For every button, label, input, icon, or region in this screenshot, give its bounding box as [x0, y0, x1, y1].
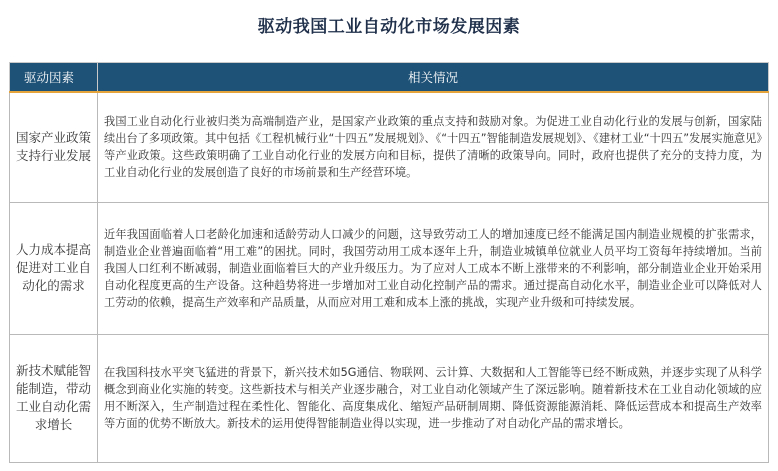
- table-row: [10, 92, 769, 202]
- header-factor: 驱动因素: [10, 63, 98, 93]
- description-cell: 在我国科技水平突飞猛进的背景下，新兴技术如5G通信、物联网、云计算、大数据和人工智能等已经不断成熟，并逐步实现了从科学概念到商业化实施的转变。这些新技术与相关产业逐步融合，对工业自动化领域产生了深远影响。随着新技术在工业自动化领域的应用不断深入，生产制造过程在柔性化、智能化、高度集成化、缩短产品研制周期、降低资源能源消耗、降低运营成本和提高生产效率等方面的优势不断放大。新技术的运用使得智能制造业得以实现，进一步推动了对自动化产品的需求增长。: [98, 334, 769, 462]
- page-title: 驱动我国工业自动化市场发展因素: [257, 17, 521, 37]
- factor-cell: 国家产业政策支持行业发展: [10, 92, 98, 202]
- description-cell: 我国工业自动化行业被归类为高端制造产业，是国家产业政策的重点支持和鼓励对象。为促进工业自动化行业的发展与创新，国家陆续出台了多项政策。其中包括《工程机械行业“十四五”发展规划》、《“十四五”智能制造发展规划》、《建材工业“十四五”发展实施意见》等产业政策。这些政策明确了工业自动化行业的发展方向和目标，提供了清晰的政策导向。同时，政府也提供了充分的支持力度，为工业自动化行业的发展创造了良好的市场前景和生产经营环境。: [98, 92, 769, 202]
- factor-cell: 人力成本提高促进对工业自动化的需求: [10, 202, 98, 334]
- description-cell: 近年我国面临着人口老龄化加速和适龄劳动人口减少的问题，这导致劳动工人的增加速度已经不能满足国内制造业规模的扩张需求，制造业企业普遍面临着“用工难”的困扰。同时，我国劳动用工成本逐年上升，制造业城镇单位就业人员平均工资每年持续增加。当前我国人口红利不断减弱，制造业面临着巨大的产业升级压力。为了应对人工成本不断上涨带来的不利影响，部分制造业企业开始采用自动化程度更高的生产设备。这种趋势将进一步增加对工业自动化控制产品的需求。通过提高自动化水平，制造业企业可以降低对人工劳动的依赖，提高生产效率和产品质量，从而应对用工难和成本上涨的挑战，实现产业升级和可持续发展。: [98, 202, 769, 334]
- header-description: 相关情况: [98, 63, 769, 93]
- factor-cell: 新技术赋能智能制造，带动工业自动化需求增长: [10, 334, 98, 462]
- factors-table: [9, 62, 769, 463]
- table-row: [10, 202, 769, 334]
- table-row: [10, 334, 769, 462]
- table-header-row: [10, 63, 769, 93]
